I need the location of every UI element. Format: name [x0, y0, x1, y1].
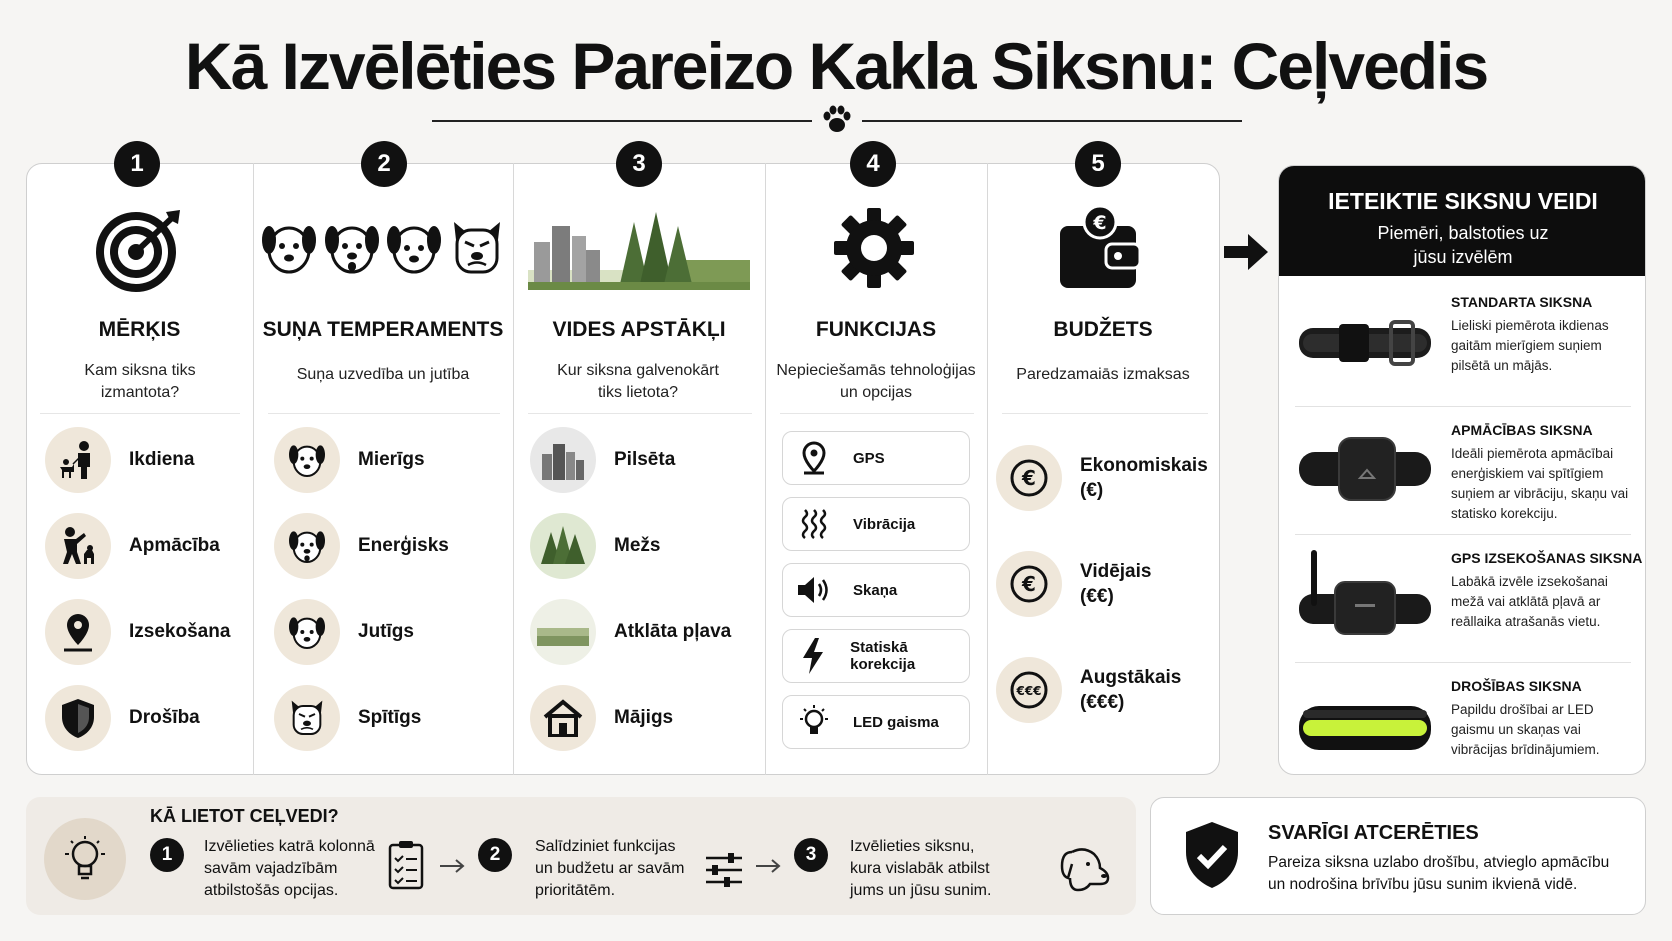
- budget-label: Vidējais (€€): [1080, 561, 1152, 607]
- recommended-item-training[interactable]: [1279, 406, 1646, 534]
- svg-text:€: €: [1022, 466, 1036, 490]
- budget-medium[interactable]: [996, 551, 1170, 617]
- option-label: Pilsēta: [614, 449, 676, 470]
- column-sub-budget: Paredzamaiās izmaksas: [1016, 366, 1190, 383]
- title-rule-right: [862, 120, 1242, 122]
- column-divider: [765, 163, 766, 775]
- option-forest[interactable]: [530, 513, 660, 579]
- how-step-text: Izvēlieties katrā kolonnā savām vajadzībām atbilstošās opcijas.: [204, 838, 375, 899]
- light-bulb-icon: [44, 818, 126, 900]
- recommended-item-desc: Labākā izvēle izsekošanai mežā vai atklātā pļavā ar reāllaika atrašanās vietu.: [1451, 574, 1608, 629]
- option-home[interactable]: [530, 685, 673, 751]
- recommended-panel: [1278, 165, 1646, 775]
- budget-premium[interactable]: [996, 657, 1200, 723]
- dog-head-icon: [1058, 844, 1112, 894]
- happy-dog-icon: [323, 218, 381, 278]
- stubborn-dog-icon: [448, 218, 506, 278]
- recommended-item-standard[interactable]: [1279, 278, 1646, 406]
- location-pin-icon: [45, 599, 111, 665]
- option-label: Atklāta pļava: [614, 621, 732, 642]
- euro-coins-icon: [996, 657, 1062, 723]
- option-label: Izsekošana: [129, 621, 231, 642]
- option-city[interactable]: [530, 427, 675, 493]
- option-safety[interactable]: [45, 685, 200, 751]
- recommended-item-title: APMĀCĪBAS SIKSNA: [1451, 422, 1593, 438]
- feature-label: Skaņa: [853, 581, 898, 599]
- remember-title: SVARĪGI ATCERĒTIES: [1268, 822, 1479, 844]
- vibration-icon: [791, 508, 837, 540]
- gear-icon: [834, 208, 914, 288]
- speaker-icon: [791, 575, 837, 605]
- option-meadow[interactable]: [530, 599, 731, 665]
- how-step-text: Salīdziniet funkcijas un budžetu ar savām prioritātēm.: [535, 838, 685, 899]
- step-number-4: 4: [850, 141, 896, 187]
- dog-faces-illustration: [258, 218, 508, 282]
- sensitive-dog-icon: [274, 599, 340, 665]
- column-sub-temperament: Suņa uzvedība un jutība: [296, 366, 470, 383]
- remember-text: Pareiza siksna uzlabo drošību, atvieglo apmācību un nodrošina brīvību jūsu sunim ikvienā vidē.: [1268, 854, 1610, 893]
- page-title: Kā Izvēlēties Pareizo Kakla Siksnu: Ceļvedis: [184, 29, 1488, 103]
- recommended-item-desc: Ideāli piemērota apmācībai enerģiskiem vai spītīgiem suņiem ar vibrāciju, skaņu vai statisko korekciju.: [1451, 446, 1629, 521]
- how-step-number: 1: [150, 838, 184, 872]
- budget-economy[interactable]: [996, 445, 1210, 511]
- checklist-icon: [388, 840, 424, 890]
- calm-dog-icon: [260, 218, 318, 278]
- svg-text:€€€: €€€: [1016, 684, 1042, 698]
- option-sensitive[interactable]: [274, 599, 414, 665]
- gps-collar-image: [1295, 548, 1435, 648]
- column-title-budget: BUDŽETS: [1053, 318, 1153, 341]
- everyday-icon: [45, 427, 111, 493]
- location-pin-icon: [791, 441, 837, 475]
- recommended-item-title: STANDARTA SIKSNA: [1451, 294, 1593, 310]
- header-separator: [268, 413, 500, 414]
- feature-label: Statiskā korekcija: [850, 639, 916, 673]
- option-label: Mājigs: [614, 707, 674, 728]
- recommended-subtitle: Piemēri, balstoties uz jūsu izvēlēm: [1377, 223, 1549, 267]
- led-collar-image: [1295, 676, 1435, 775]
- happy-dog-icon: [274, 513, 340, 579]
- step-number-1: 1: [114, 141, 160, 187]
- header-separator: [40, 413, 240, 414]
- option-stubborn[interactable]: [274, 685, 421, 751]
- svg-text:€: €: [1093, 212, 1107, 234]
- header-separator: [780, 413, 974, 414]
- step-number-3: 3: [616, 141, 662, 187]
- option-label: Jutīgs: [358, 621, 414, 642]
- option-everyday[interactable]: [45, 427, 194, 493]
- option-label: Enerģisks: [358, 535, 449, 556]
- feature-label: Vibrācija: [853, 515, 916, 533]
- option-energetic[interactable]: [274, 513, 449, 579]
- lightning-icon: [791, 638, 834, 674]
- light-bulb-icon: [791, 705, 837, 739]
- recommended-item-desc: Papildu drošībai ar LED gaismu un skaņas vai vibrācijas brīdinājumiem.: [1451, 702, 1600, 757]
- arrow-right-icon: [1224, 232, 1270, 272]
- paw-icon: [820, 102, 854, 136]
- column-divider: [253, 163, 254, 775]
- feature-static-correction[interactable]: [782, 629, 970, 683]
- budget-label: Ekonomiskais (€): [1080, 455, 1208, 501]
- how-step-number: 3: [794, 838, 828, 872]
- svg-text:€: €: [1022, 572, 1036, 596]
- standard-collar-image: [1295, 292, 1435, 392]
- option-label: Ikdiena: [129, 449, 195, 470]
- recommended-item-desc: Lieliski piemērota ikdienas gaitām mierīgiem suņiem pilsētā un mājās.: [1451, 318, 1609, 373]
- recommended-header: [1279, 166, 1646, 276]
- feature-label: LED gaisma: [853, 713, 939, 731]
- recommended-item-title: DROŠĪBAS SIKSNA: [1451, 678, 1582, 694]
- column-title-temperament: SUŅA TEMPERAMENTS: [262, 318, 504, 341]
- calm-dog-icon: [274, 427, 340, 493]
- recommended-item-title: GPS IZSEKOŠANAS SIKSNA: [1451, 550, 1643, 566]
- recommended-title: IETEIKTIE SIKSNU VEIDI: [1328, 188, 1598, 214]
- shield-check-icon: [1182, 820, 1242, 890]
- shield-icon: [45, 685, 111, 751]
- feature-led-light[interactable]: [782, 695, 970, 749]
- budget-label: Augstākais (€€€): [1080, 667, 1182, 713]
- option-label: Mierīgs: [358, 449, 425, 470]
- euro-coin-icon: [996, 445, 1062, 511]
- sliders-icon: [704, 850, 744, 890]
- recommended-item-safety[interactable]: [1279, 662, 1646, 775]
- option-label: Apmācība: [129, 535, 220, 556]
- option-label: Spītīgs: [358, 707, 422, 728]
- column-sub-environment: Kur siksna galvenokārt tiks lietota?: [557, 362, 719, 401]
- column-title-environment: VIDES APSTĀKĻI: [552, 318, 726, 341]
- column-sub-features: Nepieciešamās tehnoloģijas un opcijas: [776, 362, 976, 401]
- training-collar-image: [1295, 420, 1435, 520]
- target-icon: [96, 208, 182, 292]
- column-divider: [513, 163, 514, 775]
- header-separator: [528, 413, 752, 414]
- stubborn-dog-icon: [274, 685, 340, 751]
- option-label: Mežs: [614, 535, 661, 556]
- arrow-right-icon: [440, 858, 466, 874]
- column-title-features: FUNKCIJAS: [815, 318, 937, 341]
- recommended-item-gps[interactable]: [1279, 534, 1646, 662]
- arrow-right-icon: [756, 858, 782, 874]
- training-icon: [45, 513, 111, 579]
- feature-label: GPS: [853, 449, 885, 467]
- how-to-title: KĀ LIETOT CEĻVEDI?: [150, 806, 339, 826]
- header-separator: [1002, 413, 1208, 414]
- option-calm[interactable]: [274, 427, 425, 493]
- house-icon: [530, 685, 596, 751]
- option-tracking[interactable]: [45, 599, 230, 665]
- column-title-goal: MĒRĶIS: [98, 318, 181, 341]
- title-rule-left: [432, 120, 812, 122]
- sensitive-dog-icon: [385, 218, 443, 278]
- feature-gps[interactable]: [782, 431, 970, 485]
- forest-icon: [530, 513, 596, 579]
- feature-sound[interactable]: [782, 563, 970, 617]
- how-step-number: 2: [478, 838, 512, 872]
- feature-vibration[interactable]: [782, 497, 970, 551]
- column-sub-goal: Kam siksna tiks izmantota?: [84, 362, 196, 401]
- column-divider: [987, 163, 988, 775]
- option-training[interactable]: [45, 513, 220, 579]
- city-icon: [530, 427, 596, 493]
- wallet-icon: [1058, 204, 1142, 290]
- environment-illustration: [528, 212, 750, 290]
- option-label: Drošība: [129, 707, 200, 728]
- step-number-5: 5: [1075, 141, 1121, 187]
- euro-coin-icon: [996, 551, 1062, 617]
- how-step-text: Izvēlieties siksnu, kura vislabāk atbilst jums un jūsu sunim.: [850, 838, 992, 899]
- meadow-icon: [530, 599, 596, 665]
- step-number-2: 2: [361, 141, 407, 187]
